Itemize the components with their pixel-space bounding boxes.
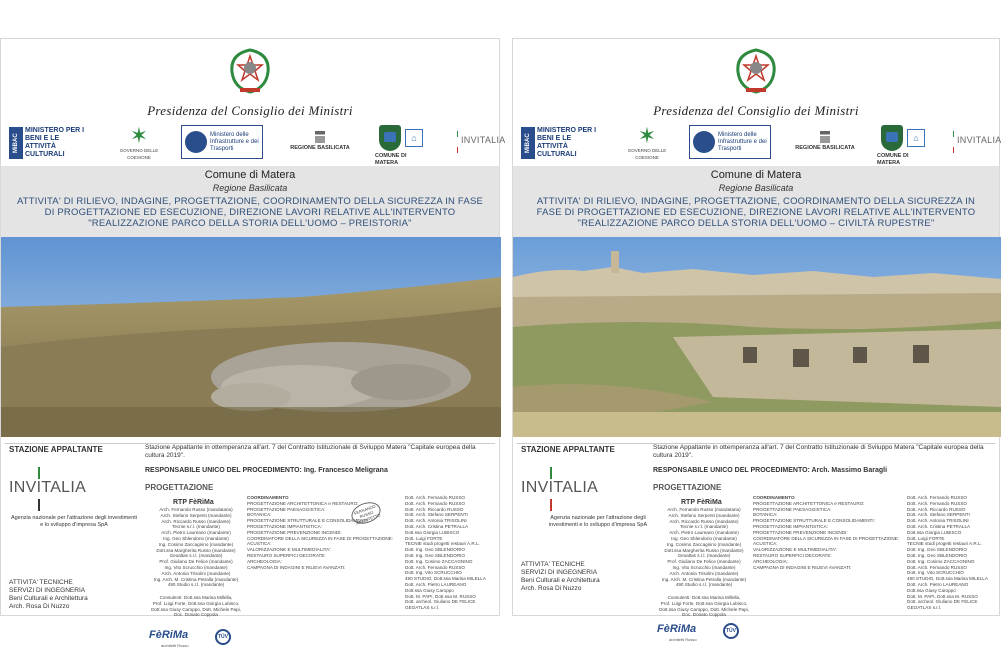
- matera-shield-icon: [379, 125, 401, 151]
- board-preistoria: [0, 38, 506, 648]
- ferima-logo: FèRiMa: [657, 623, 697, 635]
- matera-logo: ⌂ COMUNE DI MATERA: [877, 125, 933, 165]
- mit-logo: Ministero delle Infrastrutture e dei Trasporti: [689, 125, 773, 165]
- emblem-repubblica-icon: [734, 44, 778, 96]
- regione-logo: REGIONE BASILICATA: [290, 125, 350, 165]
- responsabile-text: RESPONSABILE UNICO DEL PROCEDIMENTO: Ing. Francesco Meligrana: [145, 467, 388, 474]
- coordinamento-names: Dott. Arch. Fernando RUSSO Dott. Arch. Fernando RUSSO Dott. Arch. Riccardo RUSSO Dott. Arch. Stefano SERPENTI Dott. Arch. Antonia TRISOLINI Dott. Arch. Cristina PETRALLA Dott.ssa Giorgia LUBISCO Dott. Luigi FORTE TECNIE studi progetti restauri A.R.L. Dott. Ing. Geo SBLENDORIO Dott. Ing. Geo SBLENDORIO Dott. Ing. Cosimo ZACCAGNINO Dott. Arch. Fernando RUSSO Dott. Ing. Vito SCRUCCHIO 490 STUDIO, Dott.ssa Marisa MILELLA Dott. Arch. Pietro LAUREANO Dott.ssa Giusy Caroppo Dott. M. PAPI, Dott.ssa M. RUSSO Dott. archeol. Giuliano DE FELICE GEOATLAS s.r.l.: [907, 495, 988, 611]
- rtp-members: Arch. Fernando Russo (mandataria) Arch. Stefano Serpenti (mandante) Arch. Riccardo Russo (mandante) Tecnie s.r.l. (mandante) Arch. Pietro Laureano (mandante) Ing. Geo Sblendorio (mandante) Ing. Cosimo Zaccagnino (mandante) Dott.ssa Margherita Russo (mandante) Geoaltas s.r.l. (mandante) Prof. Giuliano De Felice (mandante) Ing. Vito Scrucchio (mandante) Arch. Antonia Trisolini (mandante) Ing. Arch. M. Cristina Petralla (mandante) 490 Studio s.r.l. (mandante): [153, 507, 239, 588]
- regione-shield-icon: [820, 131, 830, 143]
- mit-seal-icon: [693, 131, 715, 153]
- agenzia-text: Agenzia nazionale per l'attrazione degli investimenti e lo sviluppo d'impresa SpA: [10, 515, 138, 528]
- coordinamento-roles: COORDINAMENTO PROGETTAZIONE ARCHITETTONICA e RESTAURO: PROGETTAZIONE PAESAGGISTICA: BOTANICA: PROGETTAZIONE STRUTTURALE E CONSOLIDAMENTI: PROGETTAZIONE IMPIANTISTICA: PROGETTAZIONE PREVENZIONE INCENDI: COORDINATORE DELLA SICUREZZA IN FASE DI PROGETTAZIONE: ACUSTICA: VALORIZZAZIONE E MULTIMEDIALITA': RESTAURO SUPERFICI DECORATE: ARCHEOLOGIA: CAMPAGNA DI INDAGINI E RILIEVI AVANZATI:: [247, 495, 394, 570]
- project-title: ATTIVITA' DI RILIEVO, INDAGINE, PROGETTAZIONE, COORDINAMENTO DELLA SICUREZZA IN FASE DI PROGETTAZIONE ED ESECUZIONE, DIREZIONE LAVORI RELATIVE ALL'INTERVENTO "REALIZZAZIONE PARCO DELLA STORIA DELL'UOMO – CIVILTÀ RUPESTRE": [536, 196, 976, 229]
- invitalia-logo: INVITALIA: [953, 137, 997, 177]
- rtp-title: RTP FèRiMa: [173, 499, 214, 506]
- agenzia-text: Agenzia nazionale per l'attrazione degli investimenti e lo sviluppo d'impresa SpA: [548, 515, 648, 528]
- photo-preistoria: [1, 237, 501, 437]
- matera-shield-icon: [881, 125, 903, 151]
- board-civilta-rupestre: [512, 38, 1002, 642]
- comune-title: Comune di Matera: [710, 169, 802, 181]
- logo-row: [5, 123, 506, 166]
- project-title: ATTIVITA' DI RILIEVO, INDAGINE, PROGETTAZIONE, COORDINAMENTO DELLA SICUREZZA IN FASE DI PROGETTAZIONE ED ESECUZIONE, DIREZIONE LAVORI RELATIVE ALL'INTERVENTO "REALIZZAZIONE PARCO DELLA STORIA DELL'UOMO – PREISTORIA": [16, 196, 484, 229]
- invitalia-logo: INVITALIA: [457, 137, 501, 177]
- comune-title: Comune di Matera: [204, 169, 296, 181]
- emblem-repubblica-icon: [228, 44, 272, 96]
- governo-logo: ✶ GOVERNO DELLE COESIONE: [115, 125, 163, 165]
- rtp-title: RTP FèRiMa: [681, 499, 722, 506]
- mit-seal-icon: [185, 131, 207, 153]
- mibac-logo: MiBAC MINISTERO PER I BENI E LE ATTIVITÀ CULTURALI: [9, 125, 99, 165]
- invitalia-wordmark: INVITALIA: [9, 479, 87, 496]
- ferima-logo: FèRiMa: [149, 629, 189, 641]
- stazione-text: Stazione Appaltante in ottemperanza all'art. 7 del Contratto Istituzionale di Sviluppo Matera "Capitale europea della cultura 2019".: [653, 444, 984, 459]
- tuv-icon: TÜV: [215, 629, 231, 645]
- matera-logo: ⌂ COMUNE DI MATERA: [375, 125, 431, 165]
- presidenza-title: Presidenza del Consiglio dei Ministri: [653, 103, 859, 118]
- attivita-block: ATTIVITA' TECNICHE SERVIZI DI INGEGNERIA Beni Culturali e Architettura Arch. Rosa Di Nuzzo: [521, 561, 600, 592]
- ferima-subtitle: architetti Russo: [161, 643, 189, 648]
- consulenti-list: Consulenti: Dott.ssa Marisa Millella, Prof. Luigi Forte, Dott.ssa Giorgia Lubisco, Dott.ssa Giusy Caroppo, Dott. Michele Papi, Doc. Donato Coppola: [659, 595, 749, 618]
- stazione-heading: STAZIONE APPALTANTE: [521, 445, 615, 454]
- tuv-icon: TÜV: [723, 623, 739, 639]
- star-icon: ✶: [637, 123, 657, 148]
- progettazione-heading: PROGETTAZIONE: [653, 483, 722, 492]
- attivita-block: ATTIVITA' TECNICHE SERVIZI DI INGEGNERIA Beni Culturali e Architettura Arch. Rosa Di Nuzzo: [9, 579, 88, 610]
- unesco-icon: ⌂: [907, 129, 925, 147]
- consulenti-list: Consulenti: Dott.ssa Marisa Millella, Prof. Luigi Forte, Dott.ssa Giorgia Lubisco, Dott.ssa Giusy Caroppo, Dott. Michele Papi, Doc. Donato Coppola: [151, 595, 241, 618]
- star-icon: ✶: [129, 123, 149, 148]
- dark-bar: [38, 499, 40, 511]
- invitalia-wordmark: INVITALIA: [521, 479, 599, 496]
- architect-stamp: FERNANDO RUSSO ARCHITETTO: [348, 498, 383, 527]
- presidenza-title: Presidenza del Consiglio dei Ministri: [147, 103, 353, 118]
- responsabile-text: RESPONSABILE UNICO DEL PROCEDIMENTO: Arch. Massimo Baragli: [653, 467, 888, 474]
- progettazione-heading: PROGETTAZIONE: [145, 483, 214, 492]
- governo-logo: ✶ GOVERNO DELLE COESIONE: [623, 125, 671, 165]
- red-bar: [550, 499, 552, 511]
- stazione-heading: STAZIONE APPALTANTE: [9, 445, 103, 454]
- regione-shield-icon: [315, 131, 325, 143]
- mibac-logo: MiBAC MINISTERO PER I BENI E LE ATTIVITÀ CULTURALI: [521, 125, 611, 165]
- green-bar: [550, 467, 552, 479]
- stazione-text: Stazione Appaltante in ottemperanza all'art. 7 del Contratto Istituzionale di Sviluppo Matera "Capitale europea della cultura 2019".: [145, 444, 476, 459]
- mit-logo: Ministero delle Infrastrutture e dei Trasporti: [181, 125, 265, 165]
- rtp-members: Arch. Fernando Russo (mandataria) Arch. Stefano Serpenti (mandante) Arch. Riccardo Russo (mandante) Tecnie s.r.l. (mandante) Arch. Pietro Laureano (mandante) Ing. Geo Sblendorio (mandante) Ing. Cosimo Zaccagnino (mandante) Dott.ssa Margherita Russo (mandante) Geoaltas s.r.l. (mandante) Prof. Giuliano De Felice (mandante) Ing. Vito Scrucchio (mandante) Arch. Antonia Trisolini (mandante) Ing. Arch. M. Cristina Petralla (mandante) 490 Studio s.r.l. (mandante): [661, 507, 747, 588]
- photo-civilta-rupestre: [513, 237, 1001, 437]
- green-bar: [38, 467, 40, 479]
- coordinamento-roles: COORDINAMENTO PROGETTAZIONE ARCHITETTONICA e RESTAURO: PROGETTAZIONE PAESAGGISTICA: BOTANICA: PROGETTAZIONE STRUTTURALE E CONSOLIDAMENTI: PROGETTAZIONE IMPIANTISTICA: PROGETTAZIONE PREVENZIONE INCENDI: COORDINATORE DELLA SICUREZZA IN FASE DI PROGETTAZIONE: ACUSTICA: VALORIZZAZIONE E MULTIMEDIALITA': RESTAURO SUPERFICI DECORATE: ARCHEOLOGIA: CAMPAGNA DI INDAGINI E RILIEVI AVANZATI:: [753, 495, 900, 570]
- ferima-subtitle: architetti Russo: [669, 637, 697, 642]
- regione-subtitle: Regione Basilicata: [718, 183, 794, 193]
- coordinamento-names: Dott. Arch. Fernando RUSSO Dott. Arch. Fernando RUSSO Dott. Arch. Riccardo RUSSO Dott. Arch. Stefano SERPENTI Dott. Arch. Antonia TRISOLINI Dott. Arch. Cristina PETRALLA Dott.ssa Giorgia LUBISCO Dott. Luigi FORTE TECNIE studi progetti restauri A.R.L. Dott. Ing. Geo SBLENDORIO Dott. Ing. Geo SBLENDORIO Dott. Ing. Cosimo ZACCAGNINO Dott. Arch. Fernando RUSSO Dott. Ing. Vito SCRUCCHIO 490 STUDIO, Dott.ssa Marisa MILELLA Dott. Arch. Pietro LAUREANO Dott.ssa Giusy Caroppo Dott. M. PAPI, Dott.ssa M. RUSSO Dott. archeol. Giuliano DE FELICE GEOATLAS s.r.l.: [405, 495, 486, 611]
- regione-subtitle: Regione Basilicata: [212, 183, 288, 193]
- unesco-icon: ⌂: [405, 129, 423, 147]
- regione-logo: REGIONE BASILICATA: [795, 125, 855, 165]
- logo-row: [517, 123, 1002, 166]
